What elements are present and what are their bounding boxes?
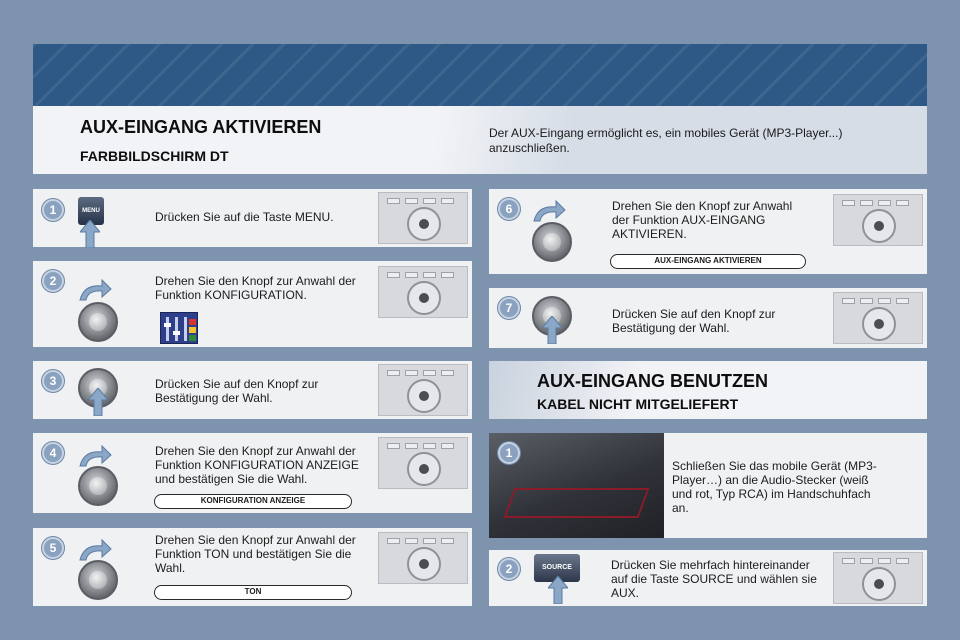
step-6-pill: AUX-EINGANG AKTIVIEREN — [610, 254, 806, 269]
press-up-arrow-icon — [548, 576, 568, 604]
step-3-text: Drücken Sie auf den Knopf zur Bestätigung der Wahl. — [155, 377, 319, 405]
step-5-text: Drehen Sie den Knopf zur Anwahl der Funktion TON und bestätigen Sie die Wahl. — [155, 533, 356, 575]
rotate-arrow-icon — [78, 444, 112, 468]
section-2-step-1-badge: 1 — [498, 442, 520, 464]
step-5-pill: TON — [154, 585, 352, 600]
menu-button: MENU — [78, 197, 104, 225]
section-2-step-2-text: Drücken Sie mehrfach hintereinander auf die Taste SOURCE und wählen sie AUX. — [611, 558, 817, 600]
rotary-knob-icon — [78, 560, 118, 600]
step-4-badge: 4 — [42, 442, 64, 464]
rotary-knob-icon — [532, 222, 572, 262]
step-4-pill: KONFIGURATION ANZEIGE — [154, 494, 352, 509]
rotate-arrow-icon — [78, 538, 112, 562]
press-up-arrow-icon — [88, 388, 108, 416]
section-2-step-2-control-panel — [833, 552, 923, 604]
top-banner — [33, 44, 927, 106]
section-2-step-2-badge: 2 — [498, 558, 520, 580]
step-5-control-panel — [378, 532, 468, 584]
step-1-control-panel — [378, 192, 468, 244]
source-button: SOURCE — [534, 554, 580, 582]
step-7-control-panel — [833, 292, 923, 344]
step-6-badge: 6 — [498, 198, 520, 220]
page-description: Der AUX-Eingang ermöglicht es, ein mobiles Gerät (MP3-Player...) anzuschließen. — [489, 126, 843, 155]
page-title: AUX-EINGANG AKTIVIEREN — [80, 117, 322, 137]
step-3-badge: 3 — [42, 370, 64, 392]
step-2-control-panel — [378, 266, 468, 318]
step-7-text: Drücken Sie auf den Knopf zur Bestätigung der Wahl. — [612, 307, 776, 335]
step-7-badge: 7 — [498, 297, 520, 319]
step-6-control-panel — [833, 194, 923, 246]
step-1-badge: 1 — [42, 199, 64, 221]
rotary-knob-icon — [78, 466, 118, 506]
step-4-text: Drehen Sie den Knopf zur Anwahl der Funktion KONFIGURATION ANZEIGE und bestätigen Sie die Wahl. — [155, 444, 359, 486]
rotate-arrow-icon — [78, 278, 112, 302]
section-2-step-1-text: Schließen Sie das mobile Gerät (MP3-Player…) an die Audio-Stecker (weiß und rot, Typ RCA) im Handschuhfach an. — [672, 459, 877, 515]
step-5-badge: 5 — [42, 537, 64, 559]
press-up-arrow-icon — [542, 316, 562, 344]
step-6-text: Drehen Sie den Knopf zur Anwahl der Funktion AUX-EINGANG AKTIVIEREN. — [612, 199, 793, 241]
step-1-text: Drücken Sie auf die Taste MENU. — [155, 210, 334, 224]
step-2-text: Drehen Sie den Knopf zur Anwahl der Funktion KONFIGURATION. — [155, 274, 356, 302]
rotary-knob-icon — [78, 302, 118, 342]
section-2-title: AUX-EINGANG BENUTZEN — [537, 371, 769, 391]
press-up-arrow-icon — [80, 220, 100, 248]
section-2-subtitle: KABEL NICHT MITGELIEFERT — [537, 396, 739, 412]
step-3-control-panel — [378, 364, 468, 416]
step-2-badge: 2 — [42, 270, 64, 292]
rotate-arrow-icon — [532, 199, 566, 223]
page-subtitle: FARBBILDSCHIRM DT — [80, 148, 229, 164]
step-4-control-panel — [378, 437, 468, 489]
configuration-icon — [160, 312, 198, 344]
